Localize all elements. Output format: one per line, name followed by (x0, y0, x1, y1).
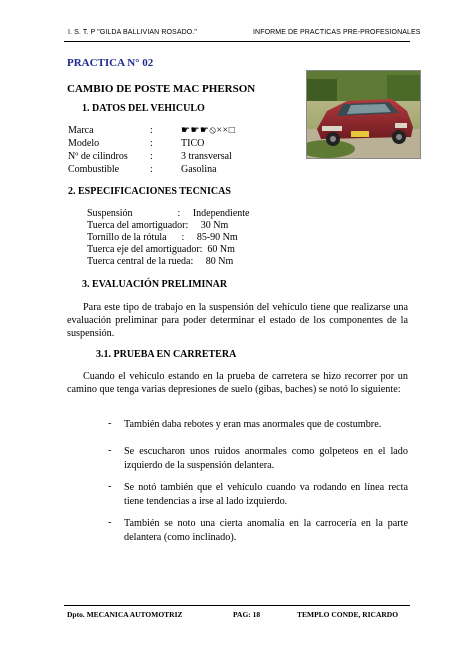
vehicle-row-label: Modelo (68, 138, 100, 149)
vehicle-row-value: TICO (181, 138, 205, 149)
footer-divider (64, 605, 410, 606)
footer-department: Dpto. MECANICA AUTOMOTRIZ (67, 610, 183, 619)
vehicle-row-sep: : (150, 125, 153, 136)
vehicle-row-sep: : (150, 138, 153, 149)
vehicle-row-value: ☛☛☛⦸××□ (181, 125, 236, 136)
header-institute: I. S. T. P "GILDA BALLIVIAN ROSADO." (68, 29, 197, 36)
vehicle-row-value: Gasolina (181, 164, 217, 175)
section3-heading: 3. EVALUACIÓN PRELIMINAR (82, 279, 228, 290)
list-item: Se notó también que el vehículo cuando va rodando en línea recta tiene tendencias a irse al lado izquierdo. (124, 482, 408, 507)
bullet-dash: - (108, 445, 112, 456)
car-photo-image (307, 71, 420, 158)
bullet-dash: - (108, 418, 112, 429)
main-title: CAMBIO DE POSTE MAC PHERSON (67, 83, 256, 95)
vehicle-row-label: Combustible (68, 164, 120, 175)
header-report-title: INFORME DE PRACTICAS PRE-PROFESIONALES (253, 29, 421, 36)
footer-author: TEMPLO CONDE, RICARDO (297, 610, 399, 619)
list-item: También se noto una cierta anomalía en la carrocería en la parte delantera (como inclinado). (124, 518, 408, 543)
spec-line: Tornillo de la rótula : 85-90 Nm (87, 232, 238, 243)
section1-heading: 1. DATOS DEL VEHICULO (82, 103, 205, 114)
spec-line: Suspensión : Independiente (87, 208, 250, 219)
bullet-dash: - (108, 517, 112, 528)
spec-line: Tuerca eje del amortiguador: 60 Nm (87, 244, 235, 255)
vehicle-row-label: Marca (68, 125, 94, 136)
car-photo (306, 70, 421, 159)
section31-heading: 3.1. PRUEBA EN CARRETERA (96, 349, 237, 360)
practica-title: PRACTICA N° 02 (67, 57, 154, 69)
spec-line: Tuerca del amortiguador: 30 Nm (87, 220, 229, 231)
bullet-dash: - (108, 481, 112, 492)
vehicle-row-sep: : (150, 151, 153, 162)
list-item: También daba rebotes y eran mas anormales que de costumbre. (124, 419, 382, 430)
vehicle-row-value: 3 transversal (181, 151, 232, 162)
vehicle-row-sep: : (150, 164, 153, 175)
section2-heading: 2. ESPECIFICACIONES TECNICAS (68, 186, 231, 197)
spec-line: Tuerca central de la rueda: 80 Nm (87, 256, 234, 267)
footer-page-number: PAG: 18 (233, 610, 261, 619)
header-divider (64, 41, 410, 42)
section31-paragraph: Cuando el vehiculo estando en la prueba de carretera se hizo recorrer por un camino que tenga varias depresiones de suelo (gibas, baches) se notó lo siguiente: (67, 371, 408, 395)
section3-paragraph: Para este tipo de trabajo en la suspensión del vehículo tiene que realizarse una evaluación preliminar para poder determinar el estado de los componentes de la suspensión. (67, 302, 408, 339)
vehicle-row-label: Nº de cilindros (68, 151, 128, 162)
list-item: Se escucharon unos ruidos anormales como golpeteos en el lado izquierdo de la suspensión delantera. (124, 446, 408, 471)
